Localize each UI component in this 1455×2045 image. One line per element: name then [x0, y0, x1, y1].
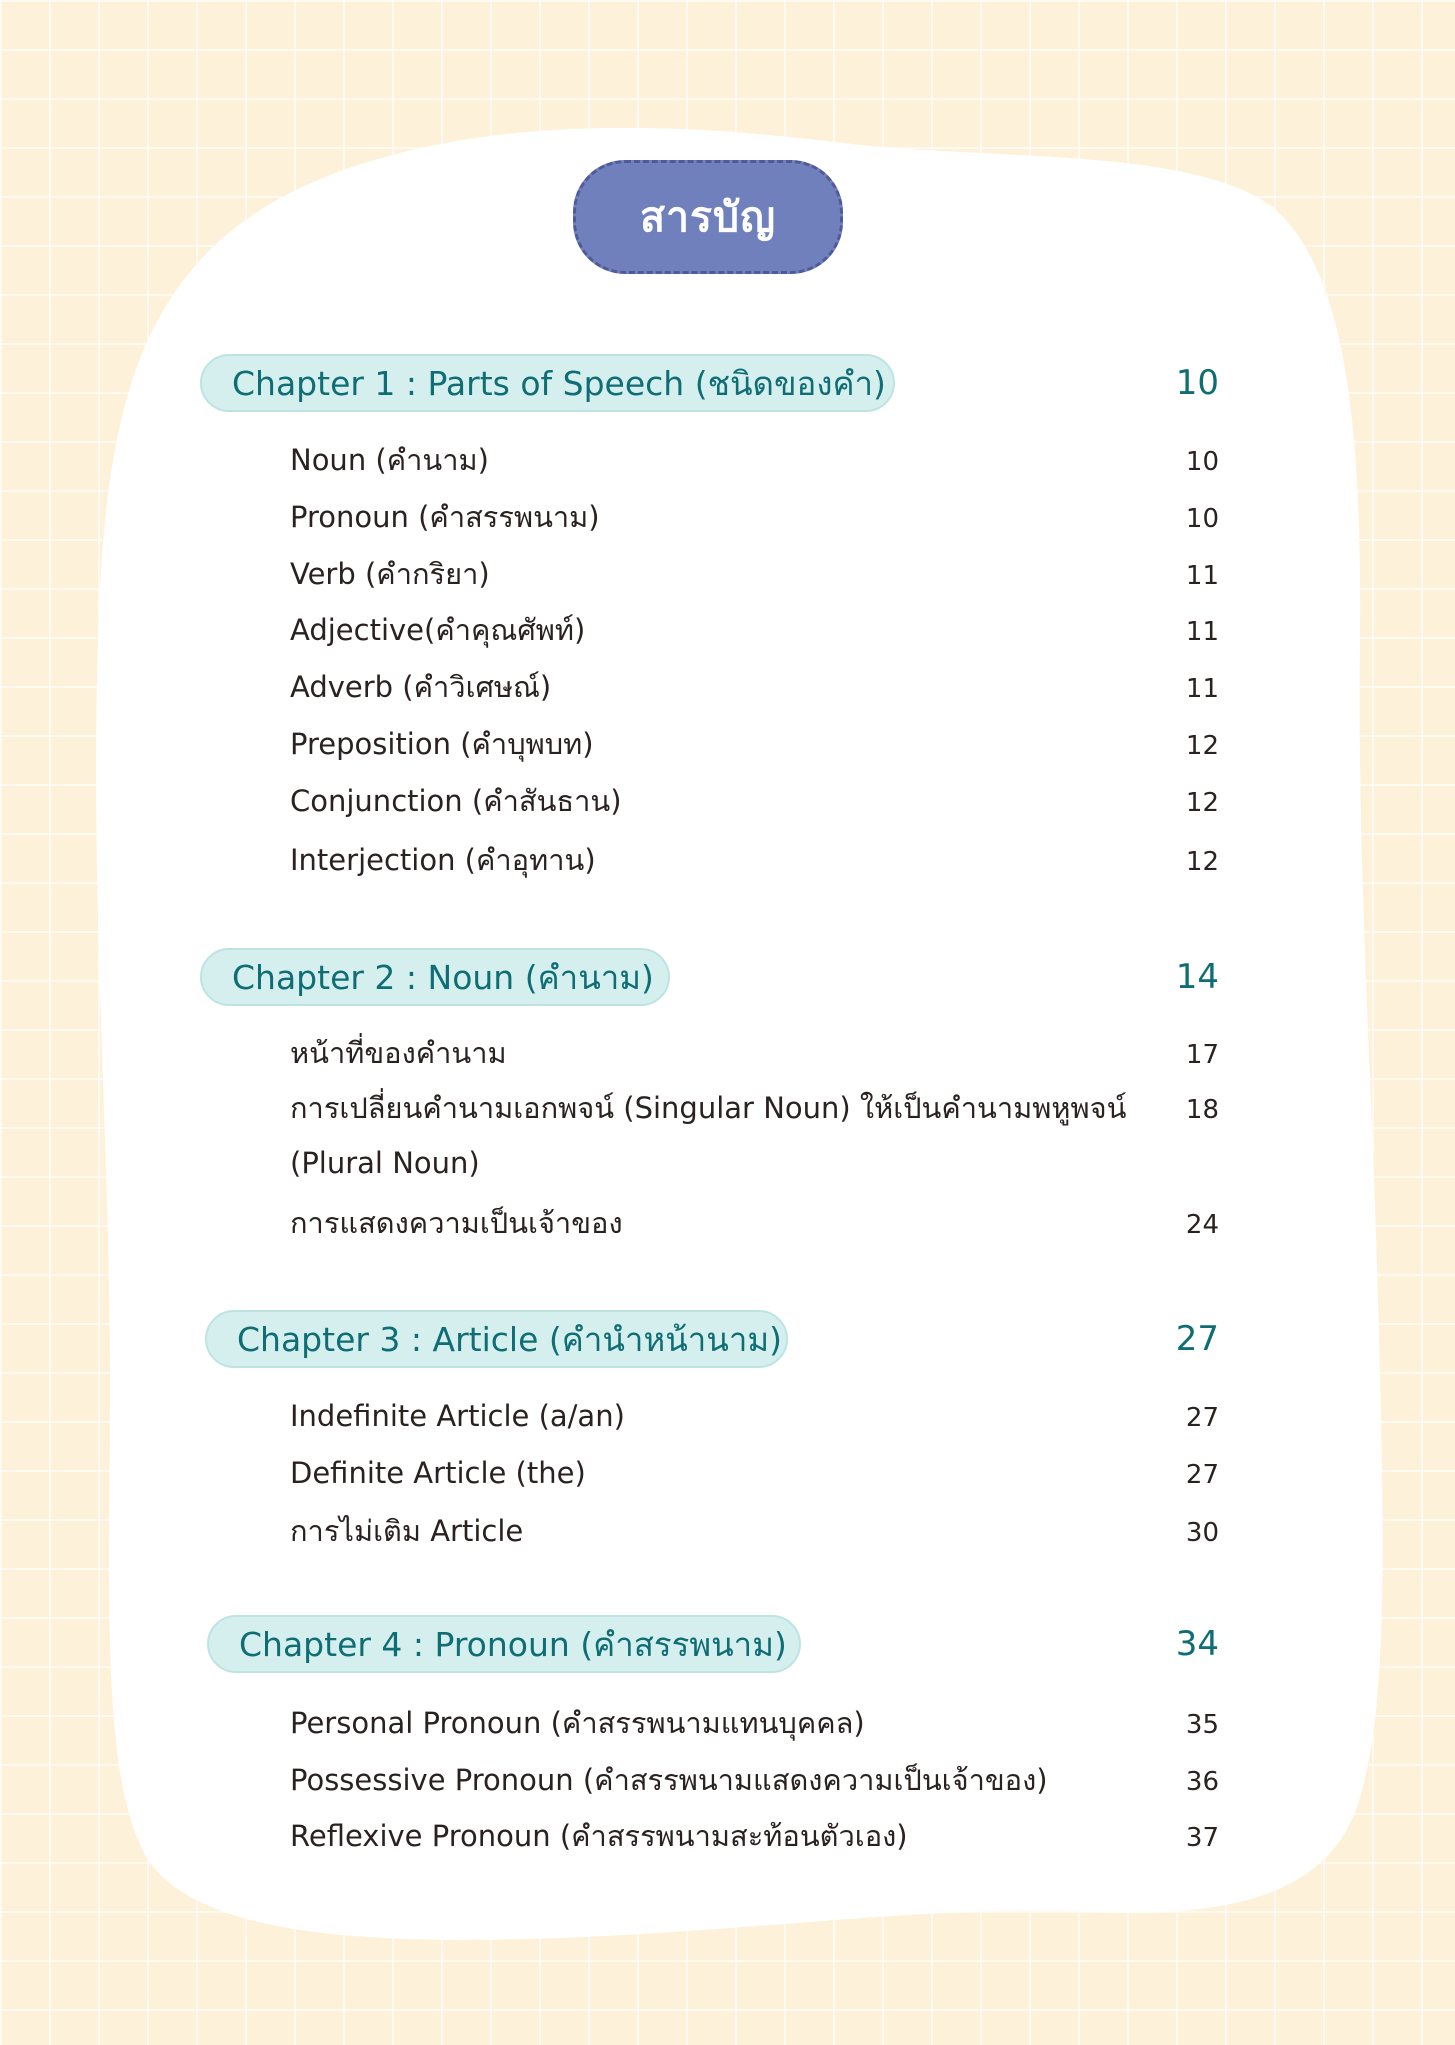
toc-item[interactable]: Interjection (คำอุทาน) — [290, 843, 596, 877]
toc-title: สารบัญ — [573, 160, 843, 274]
toc-item[interactable]: Possessive Pronoun (คำสรรพนามแสดงความเป็นเจ้าของ) — [290, 1763, 1048, 1797]
toc-item-page: 11 — [1185, 674, 1219, 704]
chapter-2-page: 14 — [1175, 957, 1219, 997]
toc-item[interactable]: การไม่เติม Article — [290, 1514, 524, 1548]
toc-item[interactable]: การแสดงความเป็นเจ้าของ — [290, 1206, 623, 1240]
toc-item[interactable]: Verb (คำกริยา) — [290, 557, 490, 591]
toc-item-page: 30 — [1185, 1518, 1219, 1548]
toc-item[interactable]: หน้าที่ของคำนาม — [290, 1036, 507, 1070]
toc-item[interactable]: Pronoun (คำสรรพนาม) — [290, 500, 600, 534]
toc-item-page: 27 — [1185, 1460, 1219, 1490]
toc-item-page: 11 — [1185, 617, 1219, 647]
toc-item-page: 11 — [1185, 561, 1219, 591]
chapter-4-heading[interactable]: Chapter 4 : Pronoun (คำสรรพนาม) — [207, 1615, 801, 1673]
toc-item[interactable]: Adverb (คำวิเศษณ์) — [290, 670, 552, 704]
chapter-1-heading[interactable]: Chapter 1 : Parts of Speech (ชนิดของคำ) — [200, 354, 895, 412]
chapter-3-heading[interactable]: Chapter 3 : Article (คำนำหน้านาม) — [205, 1310, 788, 1368]
toc-item[interactable]: Adjective(คำคุณศัพท์) — [290, 613, 586, 647]
toc-item-page: 36 — [1185, 1767, 1219, 1797]
chapter-4-page: 34 — [1175, 1624, 1219, 1664]
toc-item-page: 35 — [1185, 1710, 1219, 1740]
toc-item-page: 17 — [1185, 1040, 1219, 1070]
chapter-2-heading[interactable]: Chapter 2 : Noun (คำนาม) — [200, 948, 670, 1006]
toc-item-page: 12 — [1185, 847, 1219, 877]
toc-item-page: 37 — [1185, 1823, 1219, 1853]
chapter-3-page: 27 — [1175, 1319, 1219, 1359]
toc-item-page: 10 — [1185, 447, 1219, 477]
toc-item[interactable]: การเปลี่ยนคำนามเอกพจน์ (Singular Noun) ให้เป็นคำนามพหูพจน์ (Plural Noun) — [290, 1091, 1127, 1180]
toc-item-page: 18 — [1185, 1095, 1219, 1125]
toc-item[interactable]: Preposition (คำบุพบท) — [290, 727, 594, 761]
toc-item[interactable]: Personal Pronoun (คำสรรพนามแทนบุคคล) — [290, 1706, 865, 1740]
toc-item[interactable]: Noun (คำนาม) — [290, 443, 489, 477]
toc-item-page: 12 — [1185, 788, 1219, 818]
toc-item-page: 27 — [1185, 1403, 1219, 1433]
chapter-1-page: 10 — [1175, 363, 1219, 403]
toc-item[interactable]: Definite Article (the) — [290, 1456, 586, 1490]
toc-item-page: 24 — [1185, 1210, 1219, 1240]
toc-item-page: 12 — [1185, 731, 1219, 761]
toc-item[interactable]: Indefinite Article (a/an) — [290, 1399, 625, 1433]
toc-item[interactable]: Reflexive Pronoun (คำสรรพนามสะท้อนตัวเอง) — [290, 1819, 908, 1853]
toc-item-page: 10 — [1185, 504, 1219, 534]
toc-item[interactable]: Conjunction (คำสันธาน) — [290, 784, 622, 818]
